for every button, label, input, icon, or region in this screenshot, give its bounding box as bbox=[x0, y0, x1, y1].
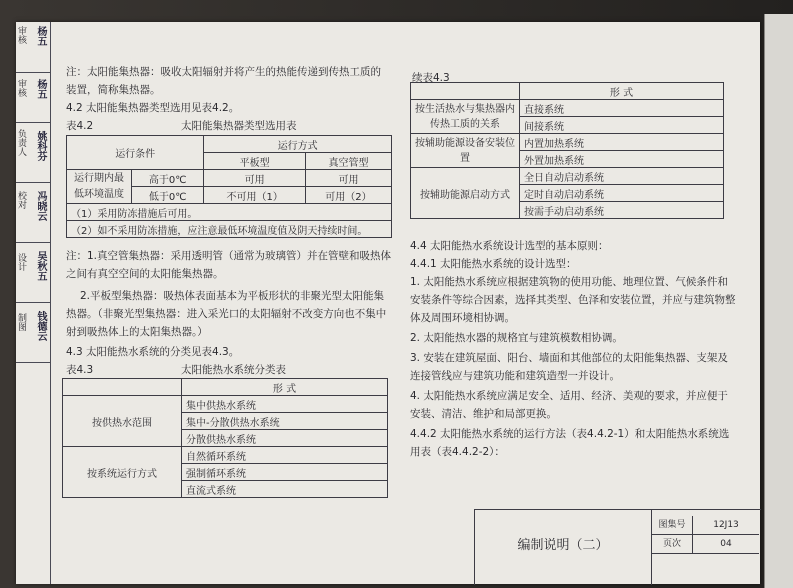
note-collector-definition: 注：太阳能集热器：吸收太阳辐射并将产生的热能传递到传热工质的 bbox=[66, 66, 381, 78]
table-4-3-continued-label: 续表4.3 bbox=[412, 72, 450, 84]
table-4-3-continued bbox=[410, 82, 724, 219]
table-4-2 bbox=[66, 135, 392, 238]
signature: 姚科芬 bbox=[35, 131, 46, 161]
signature: 杨五 bbox=[35, 26, 46, 46]
table-group-label: 按系统运行方式 bbox=[63, 447, 182, 498]
paragraph-line: 4. 太阳能热水系统应满足安全、适用、经济、美观的要求，并应便于 bbox=[410, 390, 728, 402]
table-cell: 可用（2） bbox=[305, 187, 391, 204]
table-4-3-title: 太阳能热水系统分类表 bbox=[181, 364, 286, 376]
sidebar-row bbox=[16, 182, 50, 243]
approval-sidebar bbox=[16, 22, 51, 584]
section-4-4-1-heading: 4.4.1 太阳能热水系统的设计选型： bbox=[410, 258, 577, 270]
table-footnote: （1）采用防冻措施后可用。 bbox=[67, 204, 392, 221]
table-4-2-title: 太阳能集热器类型选用表 bbox=[181, 120, 297, 132]
table-cell: 定时自动启动系统 bbox=[520, 185, 724, 202]
table-cell bbox=[63, 379, 182, 396]
note-flat-plate-cont: 热器。（非聚光型集热器：进入采光口的太阳辐射不改变方向也不集中 bbox=[66, 308, 387, 320]
table-cell: 强制循环系统 bbox=[182, 464, 388, 481]
sidebar-label: 设计 bbox=[16, 253, 26, 271]
table-header: 形 式 bbox=[182, 379, 388, 396]
table-header: 运行条件 bbox=[67, 136, 204, 170]
table-cell: 高于0℃ bbox=[132, 170, 204, 187]
table-cell: 自然循环系统 bbox=[182, 447, 388, 464]
table-cell: 不可用（1） bbox=[204, 187, 306, 204]
paragraph-line: 安装、清洁、维护和局部更换。 bbox=[410, 408, 557, 420]
table-group-label: 按辅助能源启动方式 bbox=[411, 168, 520, 219]
table-cell: 可用 bbox=[305, 170, 391, 187]
table-group-label: 按辅助能源设备安装位置 bbox=[411, 134, 520, 168]
sidebar-row bbox=[16, 22, 50, 72]
drawing-title: 编制说明（二） bbox=[517, 538, 609, 553]
title-block bbox=[474, 509, 761, 585]
sidebar-row bbox=[16, 242, 50, 303]
table-header: 真空管型 bbox=[305, 153, 391, 170]
paragraph-line: 2. 太阳能热水器的规格宜与建筑模数相协调。 bbox=[410, 332, 623, 344]
section-4-4-heading: 4.4 太阳能热水系统设计选型的基本原则： bbox=[410, 240, 609, 252]
paragraph-line: 安装条件等综合因素，选择其类型、色泽和安装位置，并应与建筑物整 bbox=[410, 294, 736, 306]
note-flat-plate: 2.平板型集热器：吸热体表面基本为平板形状的非聚光型太阳能集 bbox=[80, 290, 385, 302]
sidebar-label: 校对 bbox=[16, 191, 26, 209]
table-header: 运行方式 bbox=[204, 136, 392, 153]
table-cell: 内置加热系统 bbox=[520, 134, 724, 151]
next-page-edge bbox=[764, 14, 793, 588]
note-vacuum-tube-cont: 之间有真空空间的太阳能集热器。 bbox=[66, 268, 224, 280]
paragraph-line: 1. 太阳能热水系统应根据建筑物的使用功能、地理位置、气候条件和 bbox=[410, 276, 728, 288]
table-cell: 外置加热系统 bbox=[520, 151, 724, 168]
paragraph-line: 3. 安装在建筑屋面、阳台、墙面和其他部位的太阳能集热器、支架及 bbox=[410, 352, 728, 364]
signature: 钱德云 bbox=[35, 311, 46, 341]
document-page bbox=[16, 22, 760, 584]
paragraph-line: 用表（表4.4.2-2）： bbox=[410, 446, 505, 458]
atlas-number-label: 图集号 bbox=[652, 516, 693, 535]
paragraph-line: 体及周围环境相协调。 bbox=[410, 312, 515, 324]
table-cell: 运行期内最低环境温度 bbox=[67, 170, 132, 204]
sidebar-row bbox=[16, 122, 50, 183]
sidebar-label: 审核 bbox=[16, 79, 26, 97]
table-cell: 按需手动启动系统 bbox=[520, 202, 724, 219]
table-header: 平板型 bbox=[204, 153, 306, 170]
sidebar-row bbox=[16, 72, 50, 123]
sidebar-label: 负责人 bbox=[16, 129, 26, 156]
sidebar-label: 审核 bbox=[16, 26, 26, 44]
signature: 杨五 bbox=[35, 79, 46, 99]
table-cell: 间接系统 bbox=[520, 117, 724, 134]
table-4-3-label: 表4.3 bbox=[66, 364, 94, 376]
signature: 冯晓云 bbox=[35, 191, 46, 221]
signature: 吴秋五 bbox=[35, 251, 46, 281]
section-4-2-heading: 4.2 太阳能集热器类型选用见表4.2。 bbox=[66, 102, 240, 114]
section-4-3-heading: 4.3 太阳能热水系统的分类见表4.3。 bbox=[66, 346, 240, 358]
title-cell bbox=[475, 510, 652, 585]
sidebar-divider bbox=[16, 362, 50, 364]
table-cell: 分散供热水系统 bbox=[182, 430, 388, 447]
table-4-3 bbox=[62, 378, 388, 498]
page-number-label: 页次 bbox=[652, 535, 693, 554]
note-vacuum-tube: 注：1.真空管集热器：采用透明管（通常为玻璃管）并在管壁和吸热体 bbox=[66, 250, 392, 262]
note-flat-plate-cont2: 射到吸热体上的太阳集热器。） bbox=[66, 326, 208, 338]
table-group-label: 按生活热水与集热器内传热工质的关系 bbox=[411, 100, 520, 134]
table-cell: 直接系统 bbox=[520, 100, 724, 117]
atlas-number-value: 12J13 bbox=[693, 516, 759, 535]
table-cell: 集中-分散供热水系统 bbox=[182, 413, 388, 430]
table-cell bbox=[411, 83, 520, 100]
table-4-2-label: 表4.2 bbox=[66, 120, 94, 132]
table-cell: 集中供热水系统 bbox=[182, 396, 388, 413]
paragraph-line: 连接管线应与建筑功能和建筑造型一并设计。 bbox=[410, 370, 620, 382]
note-collector-definition-cont: 装置，简称集热器。 bbox=[66, 84, 161, 96]
table-cell: 可用 bbox=[204, 170, 306, 187]
table-cell: 全日自动启动系统 bbox=[520, 168, 724, 185]
table-cell: 直流式系统 bbox=[182, 481, 388, 498]
sidebar-row bbox=[16, 302, 50, 363]
page-number-value: 04 bbox=[693, 535, 759, 554]
table-header: 形 式 bbox=[520, 83, 724, 100]
table-group-label: 按供热水范围 bbox=[63, 396, 182, 447]
table-footnote: （2）如不采用防冻措施，应注意最低环境温度值及阴天持续时间。 bbox=[67, 221, 392, 238]
section-4-4-2-heading: 4.4.2 太阳能热水系统的运行方法（表4.4.2-1）和太阳能热水系统选 bbox=[410, 428, 730, 440]
sidebar-label: 制图 bbox=[16, 313, 26, 331]
table-cell: 低于0℃ bbox=[132, 187, 204, 204]
